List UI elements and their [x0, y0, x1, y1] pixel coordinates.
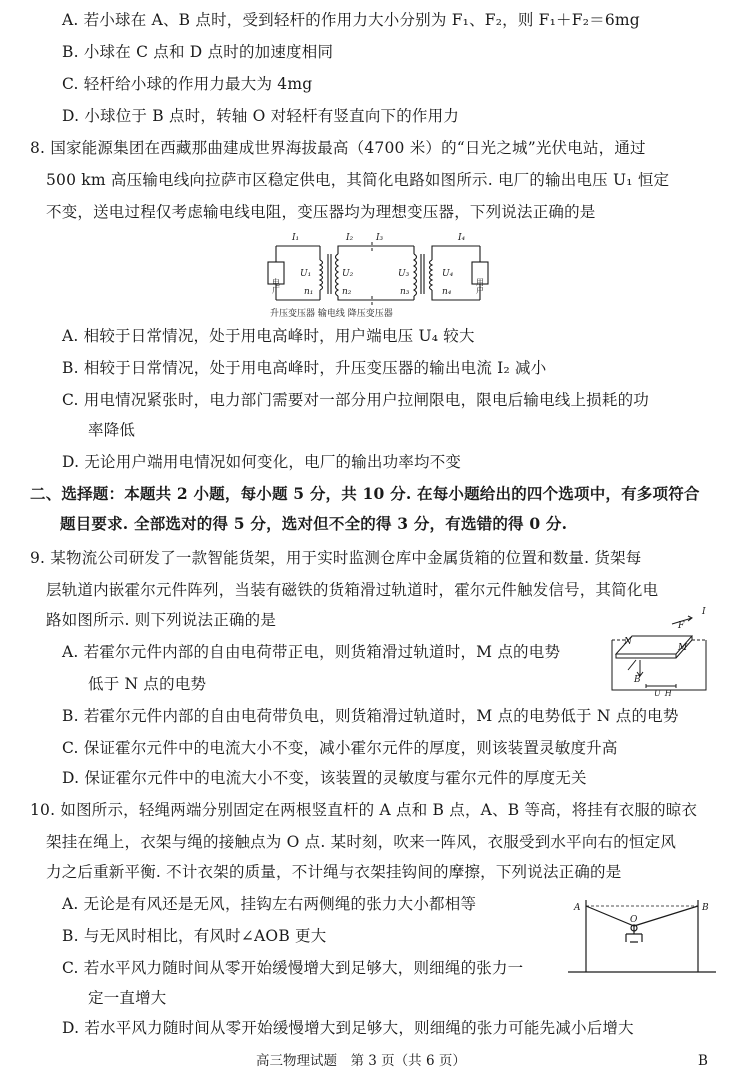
label-a: A — [574, 903, 581, 913]
q7-option-c: C. 轻杆给小球的作用力最大为 4mg — [62, 75, 313, 93]
q9-option-d: D. 保证霍尔元件中的电流大小不变，该装置的灵敏度与霍尔元件的厚度无关 — [62, 769, 587, 787]
label-i2: I₂ — [346, 233, 354, 243]
q9-stem-line-2: 层轨道内嵌霍尔元件阵列，当装有磁铁的货箱滑过轨道时，霍尔元件触发信号，其简化电 — [46, 581, 659, 599]
label-u2: U₂ — [342, 269, 354, 279]
q9-option-a-line-2: 低于 N 点的电势 — [88, 675, 207, 693]
q10-option-a: A. 无论是有风还是无风，挂钩左右两侧绳的张力大小都相等 — [62, 895, 477, 913]
q7-option-a: A. 若小球在 A、B 点时，受到轻杆的作用力大小分别为 F₁、F₂，则 F₁＋F₂＝6mg — [62, 11, 640, 29]
user-label: 用户 — [475, 278, 485, 294]
hall-element-svg — [606, 604, 714, 696]
q8-stem-line-2: 500 km 高压输电线向拉萨市区稳定供电，其简化电路如图所示. 电厂的输出电压 U₁ 恒定 — [46, 171, 670, 189]
q8-option-b: B. 相较于日常情况，处于用电高峰时，升压变压器的输出电流 I₂ 减小 — [62, 359, 547, 377]
label-m: M — [678, 643, 688, 653]
q10-stem-line-1: 10. 如图所示，轻绳两端分别固定在两根竖直杆的 A 点和 B 点，A、B 等高，将挂有衣服的晾衣 — [30, 801, 698, 819]
q7-option-d: D. 小球位于 B 点时，转轴 O 对轻杆有竖直向下的作用力 — [62, 107, 460, 125]
clothesline-svg — [568, 890, 716, 980]
section-2-heading-line-1: 二、选择题：本题共 2 小题，每小题 5 分，共 10 分. 在每小题给出的四个选项中，有多项符合 — [30, 484, 700, 503]
q8-option-d: D. 无论用户端用电情况如何变化，电厂的输出功率均不变 — [62, 453, 462, 471]
transmission-circuit-figure — [262, 228, 494, 320]
label-u1: U₁ — [300, 269, 312, 279]
label-n4: n₄ — [442, 287, 452, 297]
clothesline-figure — [568, 890, 716, 980]
q8-option-a: A. 相较于日常情况，处于用电高峰时，用户端电压 U₄ 较大 — [62, 327, 475, 345]
label-uh: U_H — [654, 689, 672, 696]
label-n1: n₁ — [304, 287, 314, 297]
label-o: O — [630, 915, 638, 925]
transmission-circuit-svg — [262, 228, 494, 320]
label-u3: U₃ — [398, 269, 410, 279]
q9-option-a-line-1: A. 若霍尔元件内部的自由电荷带正电，则货箱滑过轨道时，M 点的电势 — [62, 643, 561, 661]
label-n: N — [624, 637, 632, 647]
hall-element-figure — [606, 604, 714, 696]
label-b: B — [634, 675, 641, 685]
label-f: F — [678, 621, 685, 631]
q10-option-c-line-2: 定一直增大 — [88, 989, 167, 1007]
q10-stem-line-2: 架挂在绳上，衣架与绳的接触点为 O 点. 某时刻，吹来一阵风，衣服受到水平向右的恒定风 — [46, 833, 677, 851]
q10-option-d: D. 若水平风力随时间从零开始缓慢增大到足够大，则细绳的张力可能先减小后增大 — [62, 1019, 634, 1037]
q10-option-b: B. 与无风时相比，有风时∠AOB 更大 — [62, 927, 327, 945]
q8-option-c-line-2: 率降低 — [88, 421, 136, 439]
label-i3: I₃ — [376, 233, 384, 243]
page-footer: 高三物理试题 第 3 页（共 6 页） — [256, 1053, 466, 1069]
q8-stem-line-3: 不变，送电过程仅考虑输电线电阻，变压器均为理想变压器，下列说法正确的是 — [46, 203, 596, 221]
q9-stem-line-1: 9. 某物流公司研发了一款智能货架，用于实时监测仓库中金属货箱的位置和数量. 货架每 — [30, 549, 642, 567]
q7-option-b: B. 小球在 C 点和 D 点时的加速度相同 — [62, 43, 334, 61]
q10-stem-line-3: 力之后重新平衡. 不计衣架的质量，不计绳与衣架挂钩间的摩擦，下列说法正确的是 — [46, 863, 622, 881]
label-i4: I₄ — [458, 233, 466, 243]
label-u4: U₄ — [442, 269, 454, 279]
q9-stem-line-3: 路如图所示. 则下列说法正确的是 — [46, 611, 277, 629]
label-i1: I₁ — [292, 233, 300, 243]
label-n2: n₂ — [342, 287, 352, 297]
q10-option-c-line-1: C. 若水平风力随时间从零开始缓慢增大到足够大，则细绳的张力一 — [62, 959, 524, 977]
section-2-heading-line-2: 题目要求. 全部选对的得 5 分，选对但不全的得 3 分，有选错的得 0 分. — [60, 514, 568, 533]
label-b-point: B — [702, 903, 709, 913]
q8-stem-line-1: 8. 国家能源集团在西藏那曲建成世界海拔最高（4700 米）的“日光之城”光伏电站，通过 — [30, 139, 646, 157]
q8-option-c-line-1: C. 用电情况紧张时，电力部门需要对一部分用户拉闸限电，限电后输电线上损耗的功 — [62, 391, 649, 409]
plant-label: 电厂 — [271, 278, 281, 294]
q9-option-b: B. 若霍尔元件内部的自由电荷带负电，则货箱滑过轨道时，M 点的电势低于 N 点的电势 — [62, 707, 679, 725]
figure-caption: 升压变压器 输电线 降压变压器 — [270, 309, 393, 319]
label-i: I — [702, 607, 706, 617]
paper-version-mark: B — [698, 1053, 708, 1069]
label-n3: n₃ — [400, 287, 410, 297]
q9-option-c: C. 保证霍尔元件中的电流大小不变，减小霍尔元件的厚度，则该装置灵敏度升高 — [62, 739, 618, 757]
